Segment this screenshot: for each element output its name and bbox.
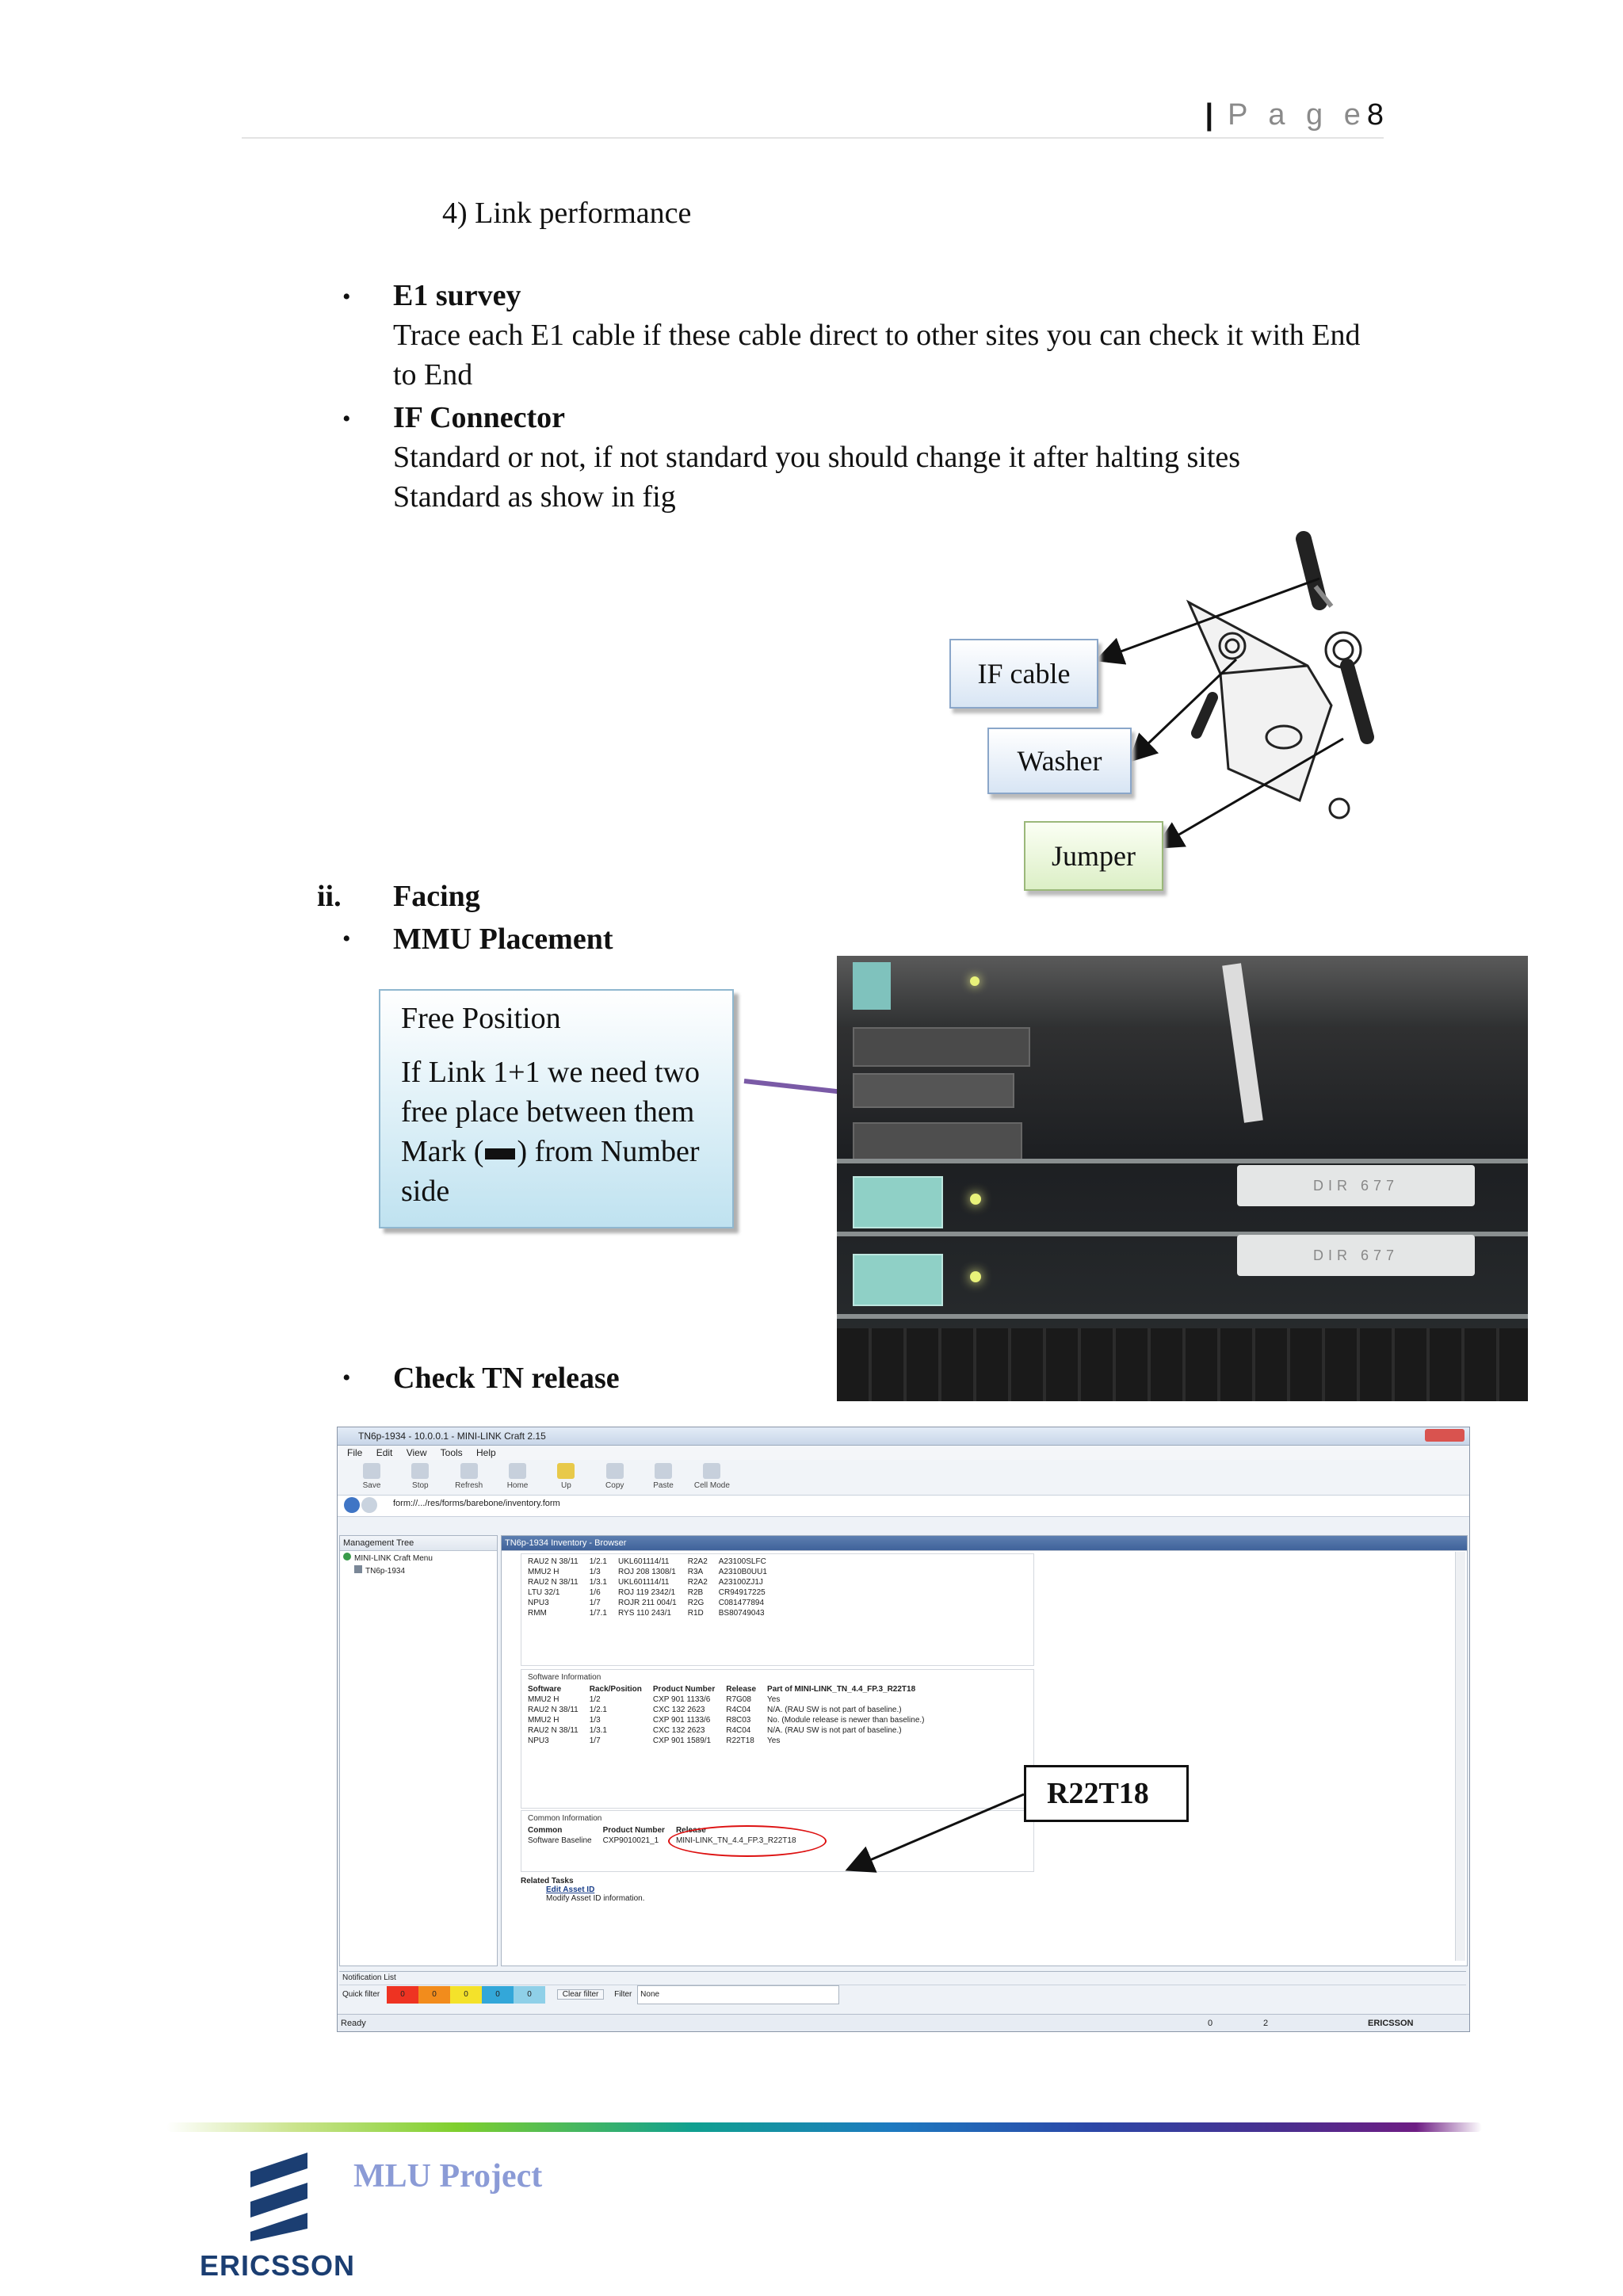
page-number: 8: [1366, 98, 1384, 132]
table-cell: 1/3: [589, 1716, 601, 1725]
save-icon: [363, 1463, 380, 1479]
save-button[interactable]: Save: [349, 1460, 395, 1490]
r22t18-arrow: [840, 1791, 1030, 1878]
table-cell: N/A. (RAU SW is not part of baseline.): [767, 1726, 902, 1735]
table-cell: MMU2 H: [528, 1695, 559, 1704]
table-cell: R2A2: [687, 1557, 708, 1566]
home-icon: [509, 1463, 526, 1479]
refresh-button[interactable]: Refresh: [446, 1460, 492, 1490]
table-header: Part of MINI-LINK_TN_4.4_FP.3_R22T18: [767, 1685, 916, 1694]
node-icon: [354, 1565, 362, 1573]
jumper-label: Jumper: [1024, 821, 1163, 891]
r22t18-callout: R22T18: [1024, 1765, 1189, 1822]
cell-mode-icon: [703, 1463, 720, 1479]
quick-filter-label: Quick filter: [342, 1990, 380, 1999]
cell-mode-button[interactable]: Cell Mode: [689, 1460, 735, 1490]
common-table: [528, 1826, 808, 1847]
table-header: Software: [528, 1685, 562, 1694]
if-cable-label: IF cable: [949, 639, 1098, 709]
table-cell: 1/2: [589, 1695, 601, 1704]
check-tn-title: Check TN release: [393, 1362, 620, 1395]
inventory-browser-pane: [501, 1535, 1468, 1966]
if-connector-section: [393, 398, 1384, 517]
table-cell: CXP 901 1589/1: [652, 1736, 712, 1745]
table-cell: ROJ 208 1308/1: [618, 1568, 676, 1576]
table-row: [528, 1599, 778, 1609]
table-cell: 1/2.1: [589, 1557, 607, 1566]
table-cell: Yes: [767, 1736, 781, 1745]
if-connector-line1: Standard or not, if not standard you should change it after halting sites: [393, 441, 1241, 474]
stop-icon: [411, 1463, 429, 1479]
status-count-b: 2: [1263, 2019, 1269, 2028]
table-cell: UKL601114/11: [618, 1557, 670, 1566]
filter-major[interactable]: 0: [418, 1986, 450, 2004]
folder-up-icon: [557, 1463, 575, 1479]
table-cell: R2G: [687, 1599, 705, 1607]
table-header: Product Number: [652, 1685, 716, 1694]
e1-survey-section: [393, 276, 1384, 395]
table-cell: No. (Module release is newer than baseline.): [767, 1716, 925, 1725]
table-cell: RMM: [528, 1609, 547, 1618]
table-cell: 1/6: [589, 1588, 601, 1597]
table-cell: 1/3.1: [589, 1578, 607, 1587]
table-cell: ROJR 211 004/1: [618, 1599, 677, 1607]
edit-asset-id-desc: Modify Asset ID information.: [546, 1894, 645, 1903]
up-button[interactable]: Up: [543, 1460, 589, 1490]
red-highlight-oval: [668, 1825, 827, 1857]
ericsson-logo-icon: [235, 2148, 322, 2243]
table-cell: 1/3: [589, 1568, 601, 1576]
status-ready: Ready: [341, 2019, 366, 2028]
table-cell: NPU3: [528, 1736, 549, 1745]
table-cell: R1D: [687, 1609, 704, 1618]
status-count-a: 0: [1208, 2019, 1213, 2028]
table-cell: RAU2 N 38/11: [528, 1557, 579, 1566]
table-cell: CXC 132 2623: [652, 1706, 705, 1714]
table-row: [528, 1706, 935, 1716]
window-title: TN6p-1934 - 10.0.0.1 - MINI-LINK Craft 2.15: [358, 1431, 546, 1442]
table-cell: N/A. (RAU SW is not part of baseline.): [767, 1706, 902, 1714]
table-cell: 1/7: [589, 1736, 601, 1745]
table-cell: A23100SLFC: [718, 1557, 766, 1566]
free-position-title: Free Position: [401, 1002, 561, 1035]
bullet: •: [342, 406, 351, 432]
table-row: [528, 1578, 778, 1588]
menu-view[interactable]: View: [406, 1447, 427, 1458]
hardware-table: [528, 1557, 778, 1619]
clear-filter-button[interactable]: Clear filter: [557, 1989, 605, 2000]
management-tree-title: Management Tree: [340, 1536, 497, 1551]
table-cell: MMU2 H: [528, 1716, 559, 1725]
table-row: [528, 1588, 778, 1599]
table-cell: 1/7: [589, 1599, 601, 1607]
notification-list-title: Notification List: [339, 1972, 1466, 1985]
filter-select[interactable]: None: [637, 1985, 839, 2004]
filter-warning[interactable]: 0: [482, 1986, 514, 2004]
software-group-title: Software Information: [528, 1673, 601, 1682]
toolbar: [338, 1460, 1469, 1496]
related-tasks-title: Related Tasks: [521, 1877, 574, 1885]
list-item-link-performance: 4) Link performance: [442, 197, 692, 230]
table-cell: MMU2 H: [528, 1568, 559, 1576]
footer-project-title: MLU Project: [353, 2158, 543, 2195]
forward-icon[interactable]: [361, 1497, 377, 1513]
table-cell: RAU2 N 38/11: [528, 1706, 579, 1714]
filter-indeterminate[interactable]: 0: [514, 1986, 545, 2004]
home-button[interactable]: Home: [495, 1460, 540, 1490]
mmu-placement-title: MMU Placement: [393, 923, 613, 956]
bullet: •: [342, 926, 351, 952]
if-connector-line2: Standard as show in fig: [393, 480, 676, 514]
back-icon[interactable]: [344, 1497, 360, 1513]
table-cell: R4C04: [726, 1706, 751, 1714]
status-bar: [338, 2014, 1469, 2032]
management-tree-pane: [339, 1535, 498, 1966]
stop-button[interactable]: Stop: [397, 1460, 443, 1490]
table-cell: A23100ZJ1J: [718, 1578, 763, 1587]
facing-numeral: ii.: [317, 880, 342, 913]
table-cell: CXP 901 1133/6: [652, 1716, 711, 1725]
table-row: [528, 1716, 935, 1726]
table-cell: RYS 110 243/1: [618, 1609, 671, 1618]
common-group-title: Common Information: [528, 1814, 602, 1823]
copy-icon: [606, 1463, 624, 1479]
table-row: [528, 1726, 935, 1736]
table-cell: LTU 32/1: [528, 1588, 560, 1597]
page-header: | P a g e8: [1205, 98, 1384, 132]
footer-gradient-rule: [166, 2122, 1482, 2132]
table-row: [528, 1736, 935, 1747]
address-bar: [338, 1496, 1469, 1517]
table-cell: RAU2 N 38/11: [528, 1726, 579, 1735]
refresh-icon: [460, 1463, 478, 1479]
mini-link-craft-screenshot: [337, 1427, 1470, 2032]
menu-bar: [338, 1446, 1469, 1460]
free-position-box: [379, 989, 734, 1228]
address-input[interactable]: form://.../res/forms/barebone/inventory.form: [393, 1499, 560, 1508]
table-cell: A2310B0UU1: [718, 1568, 767, 1576]
dir-label-1: DIR 677: [1237, 1165, 1475, 1206]
product-number-cell: CXP9010021_1: [602, 1836, 659, 1845]
edit-asset-id-link[interactable]: Edit Asset ID: [546, 1885, 595, 1894]
table-cell: R4C04: [726, 1726, 751, 1735]
quick-filter-row: [339, 1985, 1466, 2003]
table-cell: R7G08: [726, 1695, 751, 1704]
common-header: Common: [528, 1826, 563, 1835]
mmu-rack-photo: [837, 956, 1528, 1401]
product-number-header: Product Number: [602, 1826, 665, 1835]
table-cell: RAU2 N 38/11: [528, 1578, 579, 1587]
menu-tools[interactable]: Tools: [440, 1447, 463, 1458]
table-cell: R2A2: [687, 1578, 708, 1587]
close-window-icon[interactable]: [1425, 1429, 1465, 1442]
menu-edit[interactable]: Edit: [376, 1447, 393, 1458]
table-cell: ROJ 119 2342/1: [618, 1588, 676, 1597]
related-tasks: [521, 1877, 645, 1903]
table-header: Release: [726, 1685, 757, 1694]
tree-item-node[interactable]: TN6p-1934: [343, 1565, 494, 1578]
table-cell: R22T18: [726, 1736, 754, 1745]
menu-file[interactable]: File: [347, 1447, 363, 1458]
table-cell: BS80749043: [718, 1609, 765, 1618]
baseline-release-cell: MINI-LINK_TN_4.4_FP.3_R22T18: [676, 1836, 808, 1847]
table-cell: 1/7.1: [589, 1609, 607, 1618]
bullet: •: [342, 284, 351, 310]
hardware-group: [521, 1553, 1034, 1666]
release-header: Release: [675, 1826, 706, 1835]
filter-minor[interactable]: 0: [450, 1986, 482, 2004]
inventory-browser-title: TN6p-1934 Inventory - Browser: [502, 1536, 1467, 1551]
table-cell: UKL601114/11: [618, 1578, 670, 1587]
paste-button[interactable]: Paste: [640, 1460, 686, 1490]
table-header: Rack/Position: [589, 1685, 642, 1694]
table-cell: C081477894: [718, 1599, 765, 1607]
common-cell: Software Baseline: [528, 1836, 592, 1845]
menu-help[interactable]: Help: [476, 1447, 496, 1458]
vertical-scrollbar[interactable]: [1455, 1552, 1465, 1961]
table-cell: CXP 901 1133/6: [652, 1695, 711, 1704]
e1-survey-text: Trace each E1 cable if these cable direct to other sites you can check it with End to End: [393, 319, 1361, 392]
facing-title: Facing: [393, 880, 480, 913]
washer-label: Washer: [987, 728, 1132, 794]
filter-critical[interactable]: 0: [387, 1986, 418, 2004]
software-table: [528, 1685, 935, 1747]
mark-symbol: [485, 1148, 515, 1159]
table-cell: 1/2.1: [589, 1706, 607, 1714]
table-cell: 1/3.1: [589, 1726, 607, 1735]
table-row: [528, 1557, 778, 1568]
if-connector-title: IF Connector: [393, 401, 566, 434]
table-cell: Yes: [767, 1695, 781, 1704]
paste-icon: [655, 1463, 672, 1479]
table-row: [528, 1609, 778, 1619]
free-position-text: If Link 1+1 we need two free place between them Mark ( ) from Number side: [401, 1056, 701, 1208]
globe-icon: [343, 1553, 351, 1561]
status-brand: ERICSSON: [1368, 2019, 1414, 2028]
table-cell: R3A: [687, 1568, 704, 1576]
table-cell: NPU3: [528, 1599, 549, 1607]
table-cell: R8C03: [726, 1716, 751, 1725]
table-cell: R2B: [687, 1588, 704, 1597]
copy-button[interactable]: Copy: [592, 1460, 638, 1490]
filter-label: Filter: [614, 1990, 632, 1999]
e1-survey-title: E1 survey: [393, 279, 521, 312]
table-row: [528, 1568, 778, 1578]
table-cell: CXC 132 2623: [652, 1726, 705, 1735]
table-header-row: [528, 1685, 935, 1695]
window-titlebar: [338, 1427, 1469, 1446]
header-rule: [242, 137, 1384, 139]
notification-list-pane: [339, 1971, 1466, 2011]
footer-brand: ERICSSON: [200, 2249, 356, 2282]
table-cell: CR94917225: [718, 1588, 766, 1597]
table-row: [528, 1695, 935, 1706]
software-group: [521, 1669, 1034, 1809]
bullet: •: [342, 1365, 351, 1391]
tree-item-craft-menu[interactable]: MINI-LINK Craft Menu: [343, 1553, 494, 1565]
page-label: P a g e: [1228, 98, 1367, 132]
dir-label-2: DIR 677: [1237, 1235, 1475, 1276]
